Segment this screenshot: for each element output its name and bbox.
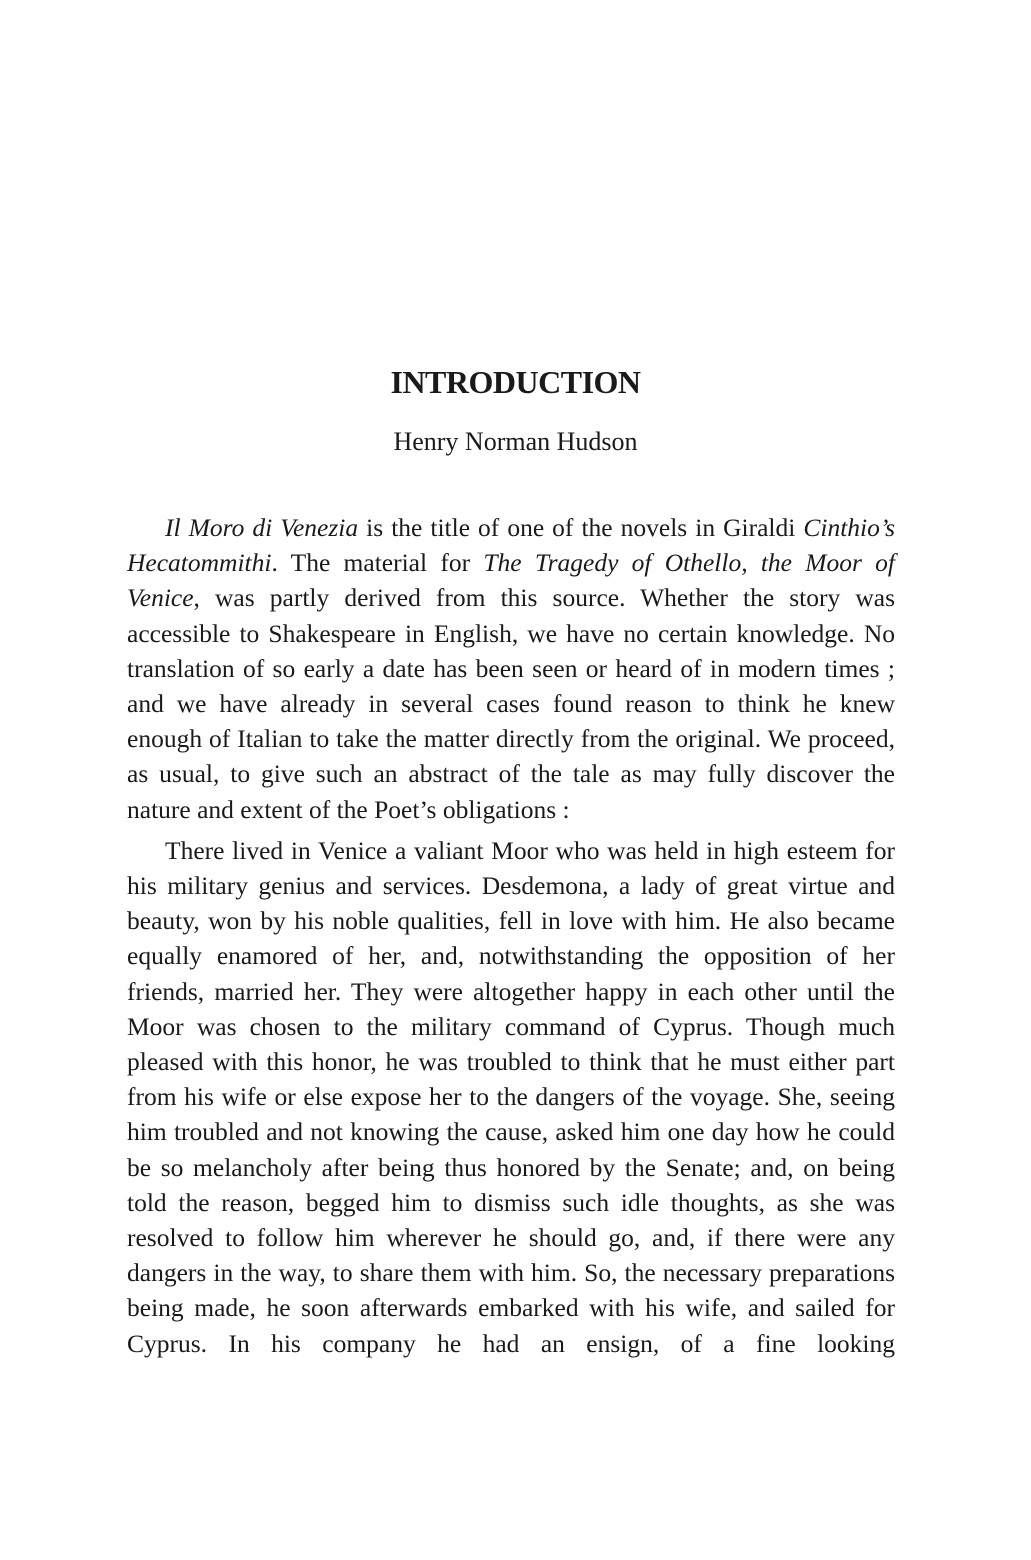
paragraph-1 (127, 510, 895, 827)
paragraph-2: There lived in Venice a valiant Moor who was held in high esteem for his military genius and services. Desdemona, a lady of great virtue and beauty, won by his noble qualities, fell in love with him. He also became equally enamored of her, and, notwithstanding the opposition of her friends, married her. They were altogether happy in each other until the Moor was chosen to the military command of Cyprus. Though much pleased with this honor, he was troubled to think that he must either part from his wife or else expose her to the dangers of the voyage. She, seeing him troubled and not knowing the cause, asked him one day how he could be so melancholy after being thus honored by the Senate; and, on being told the reason, begged him to dismiss such idle thoughts, as she was resolved to follow him wherever he should go, and, if there were any dangers in the way, to share them with him. So, the necessary preparations being made, he soon afterwards embarked with his wife, and sailed for Cyprus. In his company he had an ensign, of a fine looking (127, 835, 895, 1358)
paragraph-1-text-1: is the title of one of the novels in Giraldi (358, 513, 804, 542)
author-name: Henry Norman Hudson (393, 427, 638, 456)
body-text (127, 510, 895, 1361)
italic-title-othello: The Tragedy of Othello, the Moor of Venice (127, 548, 895, 613)
italic-title-hecatommithi: Cinthio’s Hecatommithi (127, 513, 895, 578)
paragraph-1-text-2: . The material for (271, 548, 484, 578)
page-title: INTRODUCTION (390, 364, 641, 400)
italic-title-il-moro: Il Moro di Venezia (165, 513, 359, 542)
paragraph-1-text-3: , was partly derived from this source. Whether the story was accessible to Shakespeare in English, we have no certain knowledge. No translation of so early a date has been seen or heard of in modern times ; and we have already in several cases found reason to think he knew enough of Italian to take the matter directly from the original. We proceed, as usual, to give such an abstract of the tale as may fully discover the nature and extent of the Poet’s obligations : (127, 583, 895, 824)
